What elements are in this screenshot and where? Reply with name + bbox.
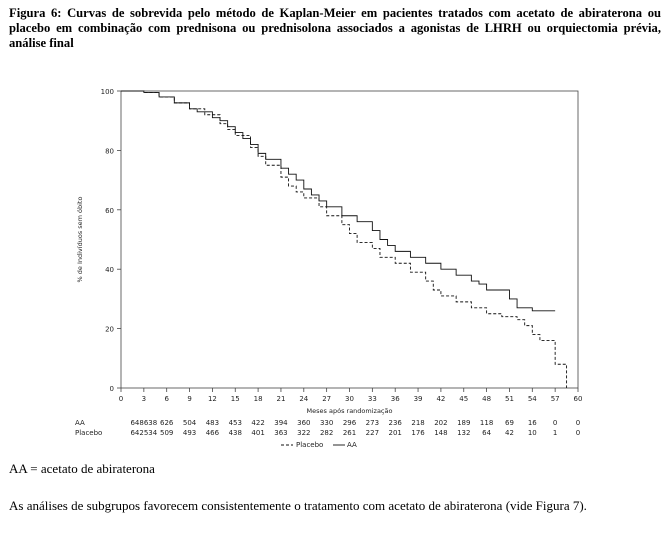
x-tick-label: 21 <box>276 395 286 403</box>
body-paragraph: As análises de subgrupos favorecem consistentemente o tratamento com acetato de abiraterona (vide Figura 7). <box>9 498 587 513</box>
risk-count: 189 <box>457 419 471 427</box>
risk-count: 626 <box>160 419 174 427</box>
risk-count: 642534 <box>130 429 158 437</box>
x-tick-label: 24 <box>299 395 309 403</box>
risk-count: 438 <box>228 429 242 437</box>
x-tick-label: 42 <box>436 395 446 403</box>
risk-count: 453 <box>228 419 242 427</box>
legend-label-placebo: Placebo <box>296 441 324 449</box>
risk-count: 10 <box>527 429 537 437</box>
risk-count: 0 <box>575 419 581 427</box>
risk-row-label-placebo: Placebo <box>75 429 103 437</box>
risk-count: 42 <box>504 429 514 437</box>
x-tick-label: 30 <box>345 395 354 403</box>
risk-count: 0 <box>552 419 558 427</box>
risk-count: 509 <box>160 429 174 437</box>
y-tick-label: 40 <box>105 266 114 275</box>
x-axis-label: Meses após randomização <box>306 407 393 415</box>
figure-caption: Figura 6: Curvas de sobrevida pelo método de Kaplan-Meier em pacientes tratados com acetato de abiraterona ou placebo em combinação com prednisona ou prednisolona associados a agonistas de LHRH ou orquiectomia prévia, análise final <box>9 6 661 50</box>
y-tick-label: 20 <box>105 325 114 334</box>
risk-count: 118 <box>479 419 494 427</box>
risk-count: 202 <box>434 419 448 427</box>
risk-count: 148 <box>434 429 448 437</box>
risk-count: 296 <box>342 419 357 427</box>
x-tick-label: 3 <box>141 395 147 403</box>
risk-count: 176 <box>411 429 425 437</box>
risk-count: 363 <box>274 429 288 437</box>
y-tick-label: 100 <box>100 88 114 96</box>
x-tick-label: 12 <box>207 395 217 403</box>
risk-count: 322 <box>297 429 311 437</box>
risk-count: 422 <box>251 419 265 427</box>
risk-count: 16 <box>527 419 537 427</box>
y-tick-label: 80 <box>105 147 114 156</box>
risk-count: 401 <box>251 429 265 437</box>
risk-count: 69 <box>504 419 514 427</box>
risk-count: 504 <box>182 419 197 427</box>
x-tick-label: 18 <box>253 395 263 403</box>
risk-count: 483 <box>205 419 220 427</box>
series-line-placebo <box>121 91 567 388</box>
x-tick-label: 57 <box>550 395 560 403</box>
x-tick-label: 48 <box>482 395 492 403</box>
series-line-aa <box>121 91 555 311</box>
risk-count: 132 <box>457 429 471 437</box>
risk-count: 0 <box>575 429 581 437</box>
plot-frame <box>121 91 578 388</box>
risk-count: 394 <box>274 419 288 427</box>
x-tick-label: 36 <box>390 395 400 403</box>
y-tick-label: 0 <box>109 385 114 393</box>
x-tick-label: 9 <box>187 395 192 403</box>
risk-count: 227 <box>365 429 380 437</box>
x-tick-label: 54 <box>527 395 537 403</box>
risk-count: 218 <box>411 419 425 427</box>
x-tick-label: 0 <box>118 395 124 403</box>
x-tick-label: 39 <box>413 395 423 403</box>
risk-count: 493 <box>182 429 197 437</box>
x-tick-label: 33 <box>367 395 377 403</box>
abbreviation-note: AA = acetato de abiraterona <box>9 461 155 476</box>
risk-count: 201 <box>388 429 402 437</box>
risk-count: 360 <box>297 419 311 427</box>
x-tick-label: 45 <box>459 395 469 403</box>
risk-count: 273 <box>365 419 380 427</box>
risk-row-label-aa: AA <box>75 419 85 427</box>
risk-count: 466 <box>205 429 220 437</box>
risk-count: 330 <box>319 419 334 427</box>
risk-count: 1 <box>552 429 558 437</box>
risk-count: 236 <box>388 419 402 427</box>
legend-label-aa: AA <box>347 441 357 449</box>
y-axis-label: % de Indivíduos sem óbito <box>76 196 84 283</box>
x-tick-label: 15 <box>230 395 240 403</box>
x-tick-label: 60 <box>573 395 583 403</box>
x-tick-label: 27 <box>322 395 332 403</box>
risk-count: 261 <box>342 429 357 437</box>
y-tick-label: 60 <box>105 206 114 215</box>
x-tick-label: 51 <box>504 395 514 403</box>
risk-count: 64 <box>482 429 492 437</box>
x-tick-label: 6 <box>164 395 169 403</box>
risk-count: 282 <box>319 429 334 437</box>
risk-count: 648638 <box>130 419 158 427</box>
